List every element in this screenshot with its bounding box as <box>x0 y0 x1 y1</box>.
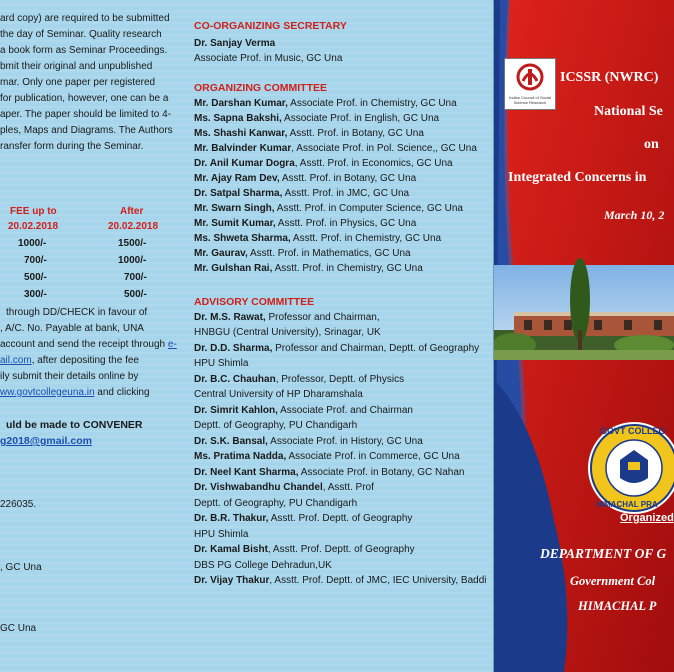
payment-line <box>0 338 177 352</box>
co-organizing-role: Associate Prof. in Music, GC Una <box>194 53 343 64</box>
payment-line: ily submit their details online by <box>0 371 139 382</box>
paragraph-line: ples, Maps and Diagrams. The Authors <box>0 125 173 136</box>
payment-line <box>0 354 139 368</box>
emblem-text-top: GOVT COLLEG <box>600 426 666 436</box>
fee-cell: 300/- <box>24 289 47 300</box>
list-item: Ms. Shweta Sharma, Asstt. Prof. in Chemistry, GC Una <box>194 233 442 244</box>
list-item: Ms. Sapna Bakshi, Associate Prof. in English, GC Una <box>194 113 440 124</box>
fee-date-before: 20.02.2018 <box>8 221 59 232</box>
fee-date-after: 20.02.2018 <box>108 221 159 232</box>
advisory-heading: ADVISORY COMMITTEE <box>194 296 315 308</box>
list-item: Mr. Sumit Kumar, Asstt. Prof. in Physics, GC Una <box>194 218 417 229</box>
icssr-logo <box>504 58 556 110</box>
left-panel <box>0 0 177 672</box>
icssr-emblem-icon <box>505 59 555 97</box>
seminar-date: March 10, 2 <box>604 208 665 222</box>
co-organizing-name: Dr. Sanjay Verma <box>194 38 276 49</box>
payment-email-link[interactable]: e- <box>167 339 177 350</box>
list-item: HPU Shimla <box>194 529 249 540</box>
payment-text: account and send the receipt through <box>0 339 166 350</box>
payment-text: and clicking <box>94 387 150 398</box>
paragraph-line: ard copy) are required to be submitted <box>0 13 170 24</box>
fold-divider <box>493 0 494 672</box>
list-item: HPU Shimla <box>194 358 249 369</box>
list-item: Dr. S.K. Bansal, Associate Prof. in History, GC Una <box>194 436 423 447</box>
icssr-logo-caption: Indian Council of Social Science Research <box>509 95 551 105</box>
list-item: Dr. Anil Kumar Dogra, Asstt. Prof. in Economics, GC Una <box>194 158 453 169</box>
paragraph-line: the day of Seminar. Quality research <box>0 29 162 40</box>
list-item: Dr. Vishwabandhu Chandel, Asstt. Prof <box>194 482 374 493</box>
list-item: Dr. Vijay Thakur, Asstt. Prof. Deptt. of JMC, IEC University, Baddi <box>194 575 487 586</box>
icssr-title: ICSSR (NWRC) <box>560 70 659 85</box>
fee-cell: 700/- <box>124 272 147 283</box>
college-website-link[interactable]: ww.govtcollegeuna.in <box>0 387 95 398</box>
list-item: Central University of HP Dharamshala <box>194 389 363 400</box>
correspondence-line: uld be made to CONVENER <box>6 419 143 431</box>
seminar-title-line1: National Se <box>594 104 663 119</box>
list-item: Dr. M.S. Rawat, Professor and Chairman, <box>194 312 380 323</box>
payment-line: through DD/CHECK in favour of <box>6 307 148 318</box>
list-item: Mr. Balvinder Kumar, Associate Prof. in Pol. Science,, GC Una <box>194 143 477 154</box>
phone-number: 226035. <box>0 499 37 510</box>
fee-cell: 1000/- <box>18 238 47 249</box>
paragraph-line: for publication, however, one can be a <box>0 93 169 104</box>
list-item: Deptt. of Geography, PU Chandigarh <box>194 498 358 509</box>
convener-email-link[interactable]: g2018@gmail.com <box>0 435 92 447</box>
cover-panel <box>494 0 674 672</box>
payment-line <box>0 386 150 400</box>
organizing-heading: ORGANIZING COMMITTEE <box>194 82 327 94</box>
list-item: Dr. B.R. Thakur, Asstt. Prof. Deptt. of Geography <box>194 513 413 524</box>
organized-by-label: Organized <box>620 512 674 524</box>
list-item: HNBGU (Central University), Srinagar, UK <box>194 327 381 338</box>
fee-header-after: After <box>120 206 144 217</box>
list-item: Dr. Simrit Kahlon, Associate Prof. and Chairman <box>194 405 413 416</box>
paragraph-line: bmit their original and unpublished <box>0 61 153 72</box>
list-item: Dr. Kamal Bisht, Asstt. Prof. Deptt. of Geography <box>194 544 415 555</box>
college-name: Government Col <box>570 574 656 588</box>
registration-email-link[interactable]: ail.com <box>0 355 32 366</box>
list-item: Ms. Pratima Nadda, Associate Prof. in Commerce, GC Una <box>194 451 460 462</box>
department-title: DEPARTMENT OF G <box>540 546 667 561</box>
gc-una-text: , GC Una <box>0 562 42 573</box>
paragraph-line: ransfer form during the Seminar. <box>0 141 144 152</box>
list-item: Mr. Darshan Kumar, Associate Prof. in Chemistry, GC Una <box>194 98 457 109</box>
list-item: Mr. Swarn Singh, Asstt. Prof. in Computer Science, GC Una <box>194 203 463 214</box>
list-item: Dr. Satpal Sharma, Asstt. Prof. in JMC, GC Una <box>194 188 410 199</box>
fee-cell: 500/- <box>24 272 47 283</box>
seminar-title-line2: on <box>644 137 659 152</box>
paragraph-line: mar. Only one paper per registered <box>0 77 156 88</box>
list-item: DBS PG College Dehradun,UK <box>194 560 332 571</box>
fee-cell: 700/- <box>24 255 47 266</box>
fee-cell: 1000/- <box>118 255 147 266</box>
committees-panel <box>180 0 485 672</box>
payment-text: , after depositing the fee <box>31 355 139 366</box>
emblem-text-bottom: HIMACHAL PRA <box>596 500 658 509</box>
list-item: Mr. Gaurav, Asstt. Prof. in Mathematics, GC Una <box>194 248 411 259</box>
college-emblem <box>586 420 674 516</box>
fee-cell: 500/- <box>124 289 147 300</box>
list-item: Ms. Shashi Kanwar, Asstt. Prof. in Botany, GC Una <box>194 128 424 139</box>
fee-header-before: FEE up to <box>10 206 57 217</box>
co-organizing-heading: CO-ORGANIZING SECRETARY <box>194 20 347 32</box>
payment-line: , A/C. No. Payable at bank, UNA <box>0 323 144 334</box>
list-item: Dr. Neel Kant Sharma, Associate Prof. in Botany, GC Nahan <box>194 467 465 478</box>
paragraph-line: a book form as Seminar Proceedings. <box>0 45 168 56</box>
list-item: Deptt. of Geography, PU Chandigarh <box>194 420 358 431</box>
list-item: Dr. D.D. Sharma, Professor and Chairman, Deptt. of Geography <box>194 343 480 354</box>
paragraph-line: aper. The paper should be limited to 4- <box>0 109 172 120</box>
list-item: Mr. Gulshan Rai, Asstt. Prof. in Chemistry, GC Una <box>194 263 423 274</box>
list-item: Dr. B.C. Chauhan, Professor, Deptt. of Physics <box>194 374 405 385</box>
seminar-title-line3: Integrated Concerns in <box>508 170 647 185</box>
fee-cell: 1500/- <box>118 238 147 249</box>
gc-una-text: GC Una <box>0 623 37 634</box>
list-item: Mr. Ajay Ram Dev, Asstt. Prof. in Botany, GC Una <box>194 173 417 184</box>
state-name: HIMACHAL P <box>578 599 657 613</box>
